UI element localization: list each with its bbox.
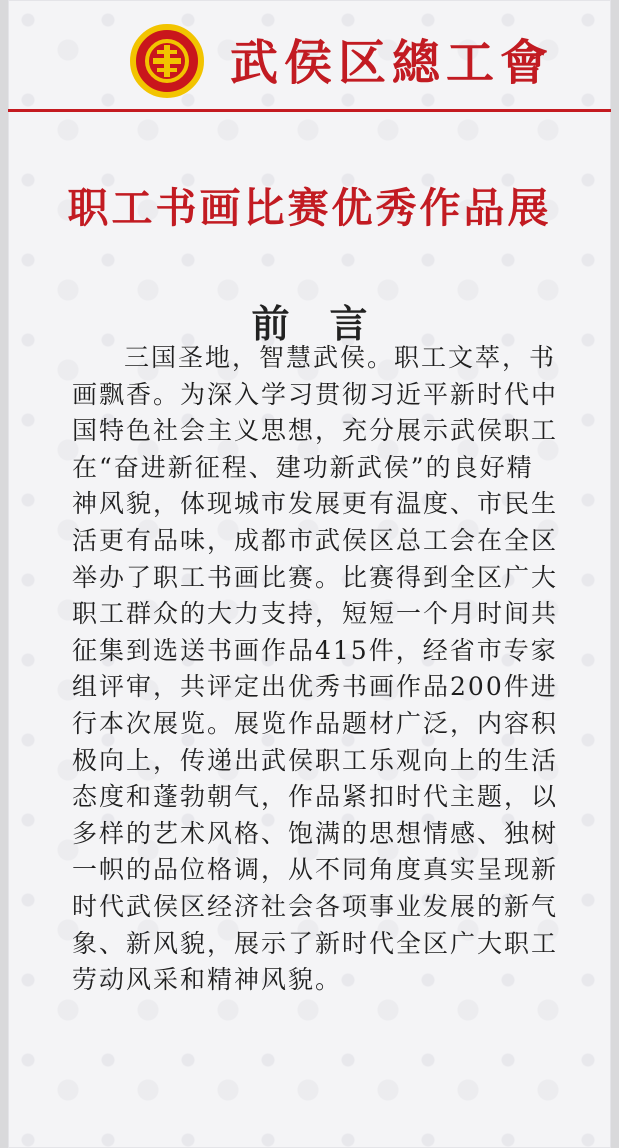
header bbox=[8, 0, 611, 110]
trade-union-emblem-icon bbox=[130, 24, 204, 98]
preface-line: 三国圣地，智慧武侯。职工文萃，书 bbox=[124, 343, 557, 372]
preface-line: 活更有品味，成都市武侯区总工会在全区 bbox=[72, 525, 559, 555]
preface-line: 象、新风貌，展示了新时代全区广大职工 bbox=[72, 928, 559, 958]
preface-line: 职工群众的大力支持，短短一个月时间共 bbox=[72, 599, 559, 629]
preface-line: 劳动风采和精神风貌。 bbox=[72, 965, 343, 995]
preface-line: 组评审，共评定出优秀书画作品200件进 bbox=[72, 672, 558, 702]
preface-line: 时代武侯区经济社会各项事业发展的新气 bbox=[72, 891, 559, 921]
preface-line: 一帜的品位格调，从不同角度真实呈现新 bbox=[72, 855, 559, 885]
preface-line: 征集到选送书画作品415件，经省市专家 bbox=[72, 635, 558, 665]
exhibition-board bbox=[8, 0, 611, 1148]
preface-line: 神风貌，体现城市发展更有温度、市民生 bbox=[72, 489, 559, 519]
preface-line: 国特色社会主义思想，充分展示武侯职工 bbox=[72, 416, 559, 446]
preface-line: 行本次展览。展览作品题材广泛，内容积 bbox=[72, 708, 559, 738]
preface-heading: 前言 bbox=[251, 301, 408, 346]
preface-line: 极向上，传递出武侯职工乐观向上的生活 bbox=[72, 745, 559, 775]
header-divider bbox=[8, 109, 611, 112]
org-name: 武侯区總工會 bbox=[230, 35, 555, 91]
preface-line: 在“奋进新征程、建功新武侯”的良好精 bbox=[72, 452, 534, 482]
preface-line: 举办了职工书画比赛。比赛得到全区广大 bbox=[72, 562, 559, 592]
preface-line: 多样的艺术风格、饱满的思想情感、独树 bbox=[72, 818, 559, 848]
preface-line: 态度和蓬勃朝气，作品紧扣时代主题，以 bbox=[72, 782, 559, 812]
preface-line: 画飘香。为深入学习贯彻习近平新时代中 bbox=[72, 379, 559, 409]
exhibition-title: 职工书画比赛优秀作品展 bbox=[67, 184, 552, 232]
preface-body bbox=[72, 340, 562, 999]
